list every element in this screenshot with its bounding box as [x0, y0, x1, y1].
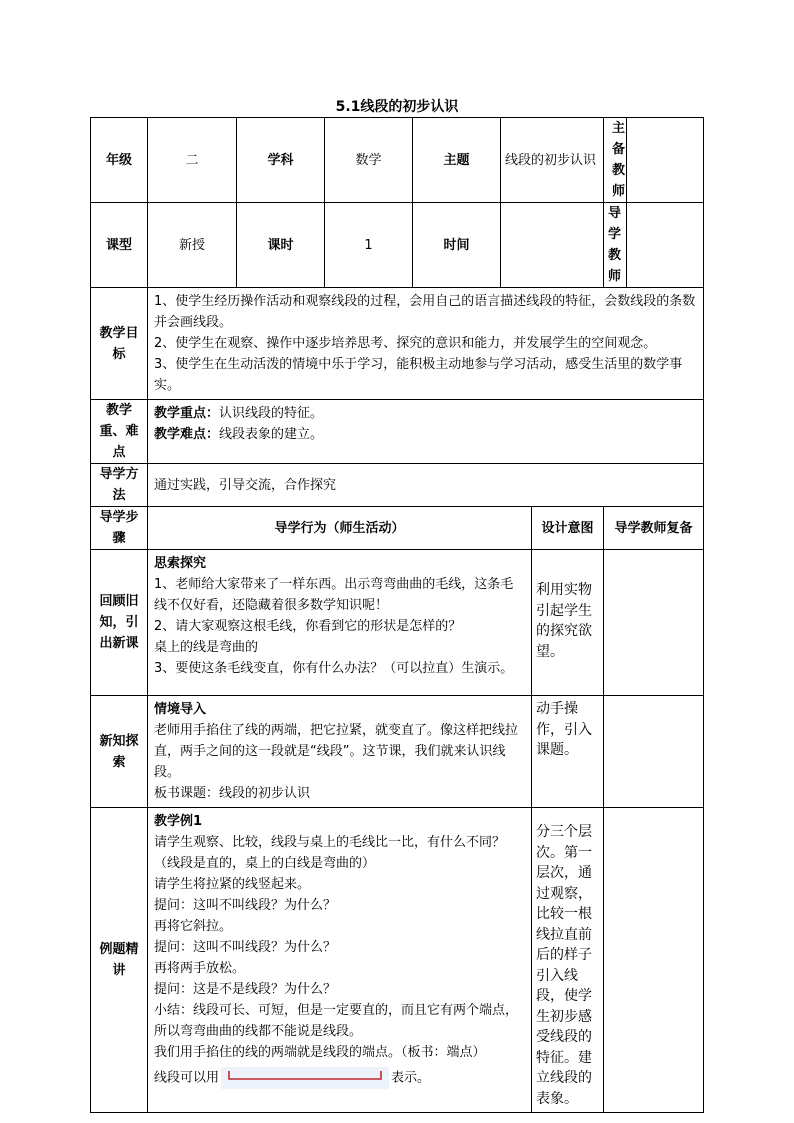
difficult-text: 线段表象的建立。 [219, 427, 324, 442]
section-heading: 教学例1 [154, 814, 203, 829]
topic-label: 主题 [413, 118, 501, 203]
info-row-2 [91, 203, 704, 288]
segment-prefix: 线段可以用 [154, 1070, 220, 1086]
section-line: 再将两手放松。 [154, 961, 246, 976]
section-line: 板书课题：线段的初步认识 [154, 786, 311, 801]
goal-item: 3、使学生在生动活泼的情境中乐于学习，能积极主动地参与学习活动，感受生活里的数学事实。 [154, 357, 683, 393]
method-text: 通过实践，引导交流，合作探究 [148, 464, 704, 507]
guide-value [627, 203, 704, 288]
section-content [148, 808, 532, 1113]
goals-content [148, 288, 704, 400]
section-line: 请学生观察、比较，线段与桌上的毛线比一比，有什么不同？（线段是直的，桌上的白线是弯曲的） [154, 835, 506, 871]
info-row-1 [91, 118, 704, 203]
grade-value: 二 [148, 118, 237, 203]
section-line: 我们用手掐住的线的两端就是线段的端点。（板书：端点） [154, 1045, 486, 1060]
key-label: 教学重点： [154, 406, 220, 421]
period-label: 课时 [237, 203, 325, 288]
steps-label: 导学步骤 [91, 507, 148, 550]
time-label: 时间 [413, 203, 501, 288]
steps-header-row [91, 507, 704, 550]
key-points-label: 教学重、难点 [91, 400, 148, 464]
section-label: 回顾旧知，引出新课 [91, 550, 148, 696]
section-line: 老师用手掐住了线的两端，把它拉紧，就变直了。像这样把线拉直，两手之间的这一段就是“线段”。这节课，我们就来认识线段。 [154, 723, 519, 780]
section-line: 3、要使这条毛线变直，你有什么办法？（可以拉直）生演示。 [154, 661, 514, 676]
goal-item: 1、使学生经历操作活动和观察线段的过程，会用自己的语言描述线段的特征，会数线段的条数并会画线段。 [154, 294, 696, 330]
section-row [91, 808, 704, 1113]
subject-value: 数学 [325, 118, 413, 203]
section-line: 再将它斜拉。 [154, 919, 233, 934]
section-heading: 情境导入 [154, 702, 207, 717]
section-intent: 分三个层次。第一层次，通过观察，比较一根线拉直前后的样子引入线段，使学生初步感受线段的特征。建立线段的表象。 [532, 808, 604, 1113]
section-prep [604, 808, 704, 1113]
period-value: 1 [325, 203, 413, 288]
goals-label: 教学目标 [91, 288, 148, 400]
section-line: 2、请大家观察这根毛线，你看到它的形状是怎样的？ [154, 619, 462, 634]
type-label: 课型 [91, 203, 148, 288]
teacher-label: 主备教师 [604, 118, 627, 203]
section-heading: 思索探究 [154, 556, 207, 571]
intent-header: 设计意图 [532, 507, 604, 550]
method-row [91, 464, 704, 507]
section-line: 请学生将拉紧的线竖起来。 [154, 877, 311, 892]
prep-header: 导学教师复备 [604, 507, 704, 550]
page-title: 5.1线段的初步认识 [335, 99, 459, 115]
section-label: 例题精讲 [91, 808, 148, 1113]
section-row [91, 550, 704, 696]
method-label: 导学方法 [91, 464, 148, 507]
segment-suffix: 表示。 [391, 1070, 431, 1086]
activity-header: 导学行为（师生活动） [148, 507, 532, 550]
key-points-row [91, 400, 704, 464]
section-intent: 利用实物引起学生的探究欲望。 [532, 550, 604, 696]
section-line: 1、老师给大家带来了一样东西。出示弯弯曲曲的毛线，这条毛线不仅好看，还隐藏着很多数学知识呢！ [154, 577, 514, 613]
section-content [148, 550, 532, 696]
subject-label: 学科 [237, 118, 325, 203]
teacher-value [627, 118, 704, 203]
lesson-plan-table [90, 117, 704, 1113]
section-prep [604, 550, 704, 696]
guide-label: 导学教师 [604, 203, 627, 288]
goal-item: 2、使学生在观察、操作中逐步培养思考、探究的意识和能力，并发展学生的空间观念。 [154, 336, 657, 351]
time-value [501, 203, 604, 288]
section-line: 提问：这叫不叫线段？为什么？ [154, 940, 337, 955]
section-line: 小结：线段可长、可短，但是一定要直的，而且它有两个端点，所以弯弯曲曲的线都不能说是线段。 [154, 1003, 519, 1039]
goals-row [91, 288, 704, 400]
grade-label: 年级 [91, 118, 148, 203]
type-value: 新授 [148, 203, 237, 288]
segment-figure [221, 1067, 389, 1089]
section-intent: 动手操作，引入课题。 [532, 696, 604, 808]
section-line: 提问：这是不是线段？为什么？ [154, 982, 337, 997]
section-row [91, 696, 704, 808]
section-label: 新知探索 [91, 696, 148, 808]
difficult-label: 教学难点： [154, 427, 220, 442]
section-prep [604, 696, 704, 808]
section-line: 桌上的线是弯曲的 [154, 640, 259, 655]
key-points-content [148, 400, 704, 464]
topic-value: 线段的初步认识 [501, 118, 604, 203]
key-text: 认识线段的特征。 [219, 406, 324, 421]
section-line: 提问：这叫不叫线段？为什么？ [154, 898, 337, 913]
section-content [148, 696, 532, 808]
